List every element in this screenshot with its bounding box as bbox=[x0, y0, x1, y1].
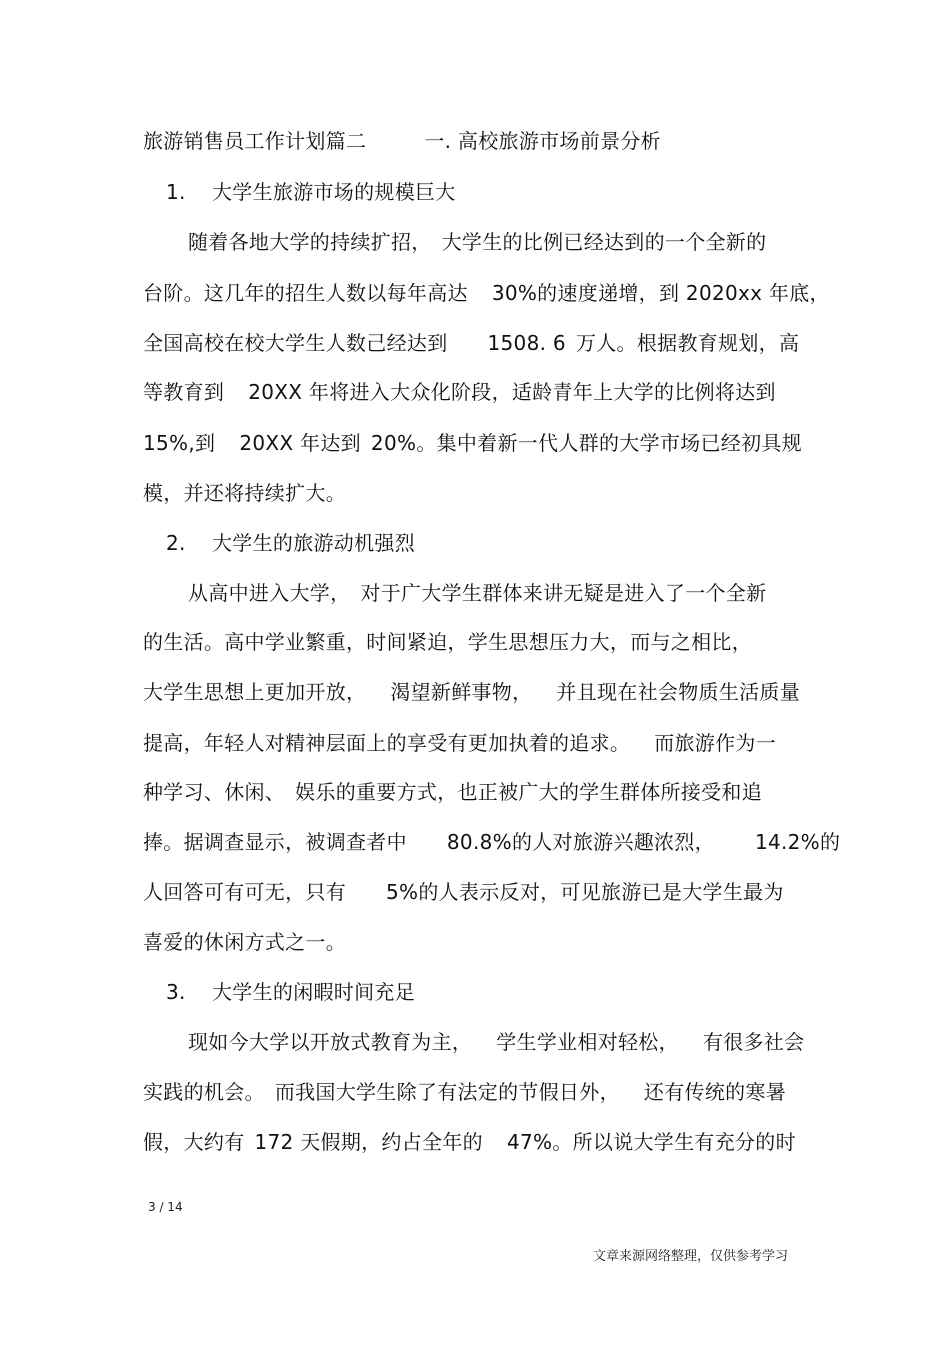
text-segment: 等教育到 bbox=[143, 380, 225, 404]
paragraph-3-line-1 bbox=[188, 1028, 804, 1056]
text-segment: 15%,到 bbox=[143, 431, 216, 455]
paragraph-2-line-7 bbox=[143, 878, 784, 906]
text-segment: 20XX 年达到 bbox=[239, 431, 361, 455]
paragraph-1-line-1 bbox=[188, 228, 766, 256]
paragraph-3-line-3 bbox=[143, 1128, 796, 1156]
list-item-2 bbox=[166, 529, 415, 557]
text-segment: 而旅游作为一 bbox=[654, 731, 777, 755]
text-segment: 对于广大学生群体来讲无疑是进入了一个全新 bbox=[360, 581, 767, 605]
paragraph-1-line-6 bbox=[143, 479, 346, 507]
text-segment: 现如今大学以开放式教育为主， bbox=[188, 1030, 473, 1054]
paragraph-2-line-3 bbox=[143, 678, 800, 706]
paragraph-2-line-4 bbox=[143, 729, 776, 757]
text-segment: 娱乐的重要方式，也正被广大的学生群体所接受和追 bbox=[295, 780, 763, 804]
text-segment: 的生活。高中学业繁重，时间紧迫，学生思想压力大，而与之相比， bbox=[143, 630, 752, 654]
paragraph-1-line-4 bbox=[143, 378, 776, 406]
heading-line bbox=[143, 127, 661, 155]
list-item-title: 大学生的旅游动机强烈 bbox=[212, 531, 415, 555]
text-segment: 随着各地大学的持续扩招， bbox=[188, 230, 432, 254]
paragraph-1-line-2 bbox=[143, 279, 830, 307]
paragraph-2-line-5 bbox=[143, 778, 762, 806]
text-segment: 大学生思想上更加开放， bbox=[143, 680, 367, 704]
footer-note: 文章来源网络整理，仅供参考学习 bbox=[593, 1249, 789, 1264]
list-item-number: 3. bbox=[166, 980, 186, 1004]
text-segment: 实践的机会。 bbox=[143, 1080, 265, 1104]
paragraph-2-line-6 bbox=[143, 828, 840, 856]
text-segment: 渴望新鲜事物， bbox=[390, 680, 533, 704]
text-segment: 1508. 6 bbox=[487, 331, 566, 355]
paragraph-2-line-2 bbox=[143, 628, 752, 656]
text-segment: 捧。据调查显示，被调查者中 bbox=[143, 830, 407, 854]
paragraph-3-line-2 bbox=[143, 1078, 786, 1106]
paragraph-2-line-1 bbox=[188, 579, 766, 607]
list-item-title: 大学生的闲暇时间充足 bbox=[212, 980, 415, 1004]
text-segment: 47%。所以说大学生有充分的时 bbox=[506, 1130, 796, 1154]
text-segment: 学生学业相对轻松， bbox=[496, 1030, 679, 1054]
text-segment: 大学生的比例已经达到的一个全新的 bbox=[441, 230, 767, 254]
text-segment: 假，大约有 bbox=[143, 1130, 245, 1154]
text-segment: ，适龄青年上大学的比例将达到 bbox=[491, 380, 776, 404]
text-segment: 有很多社会 bbox=[702, 1030, 805, 1054]
paragraph-2-line-8 bbox=[143, 928, 346, 956]
text-segment: 喜爱的休闲方式之一。 bbox=[143, 930, 346, 954]
text-segment: 万人。根据教育规划，高 bbox=[575, 331, 800, 355]
list-item-number: 2. bbox=[166, 531, 186, 555]
list-item-3 bbox=[166, 978, 415, 1006]
document-title: 旅游销售员工作计划篇二 bbox=[143, 129, 367, 153]
text-segment: 模，并还将持续扩大。 bbox=[143, 481, 346, 505]
list-item-1 bbox=[166, 178, 456, 206]
text-segment: 种学习、休闲、 bbox=[143, 780, 286, 804]
page-number: 3 / 14 bbox=[148, 1200, 183, 1214]
text-segment: 全国高校在校大学生人数己经达到 bbox=[143, 331, 448, 355]
paragraph-1-line-3 bbox=[143, 329, 799, 357]
text-segment: 30%的速度递增，到 2020xx 年底， bbox=[491, 281, 830, 305]
text-segment: 20%。集中着新一代人群的大学市场已经初具规 bbox=[370, 431, 802, 455]
text-segment: 172 天假期，约占全年的 bbox=[254, 1130, 483, 1154]
paragraph-1-line-5 bbox=[143, 429, 802, 457]
text-segment: 14.2%的 bbox=[754, 830, 841, 854]
text-segment: 提高，年轻人对精神层面上的享受有更加执着的追求。 bbox=[143, 731, 631, 755]
text-segment: 20XX 年将进入大众化阶段 bbox=[248, 380, 492, 404]
text-segment: 台阶。这几年的招生人数以每年高达 bbox=[143, 281, 468, 305]
text-segment: 还有传统的寒暑 bbox=[643, 1080, 787, 1104]
text-segment: 从高中进入大学， bbox=[188, 581, 351, 605]
text-segment: 并且现在社会物质生活质量 bbox=[556, 680, 801, 704]
section-heading: 一. 高校旅游市场前景分析 bbox=[424, 129, 661, 153]
list-item-title: 大学生旅游市场的规模巨大 bbox=[212, 180, 456, 204]
text-segment: 而我国大学生除了有法定的节假日外， bbox=[274, 1080, 620, 1104]
text-segment: 5%的人表示反对，可见旅游已是大学生最为 bbox=[386, 880, 784, 904]
text-segment: 人回答可有可无，只有 bbox=[143, 880, 346, 904]
text-segment: 80.8%的人对旅游兴趣浓烈， bbox=[446, 830, 715, 854]
list-item-number: 1. bbox=[166, 180, 186, 204]
